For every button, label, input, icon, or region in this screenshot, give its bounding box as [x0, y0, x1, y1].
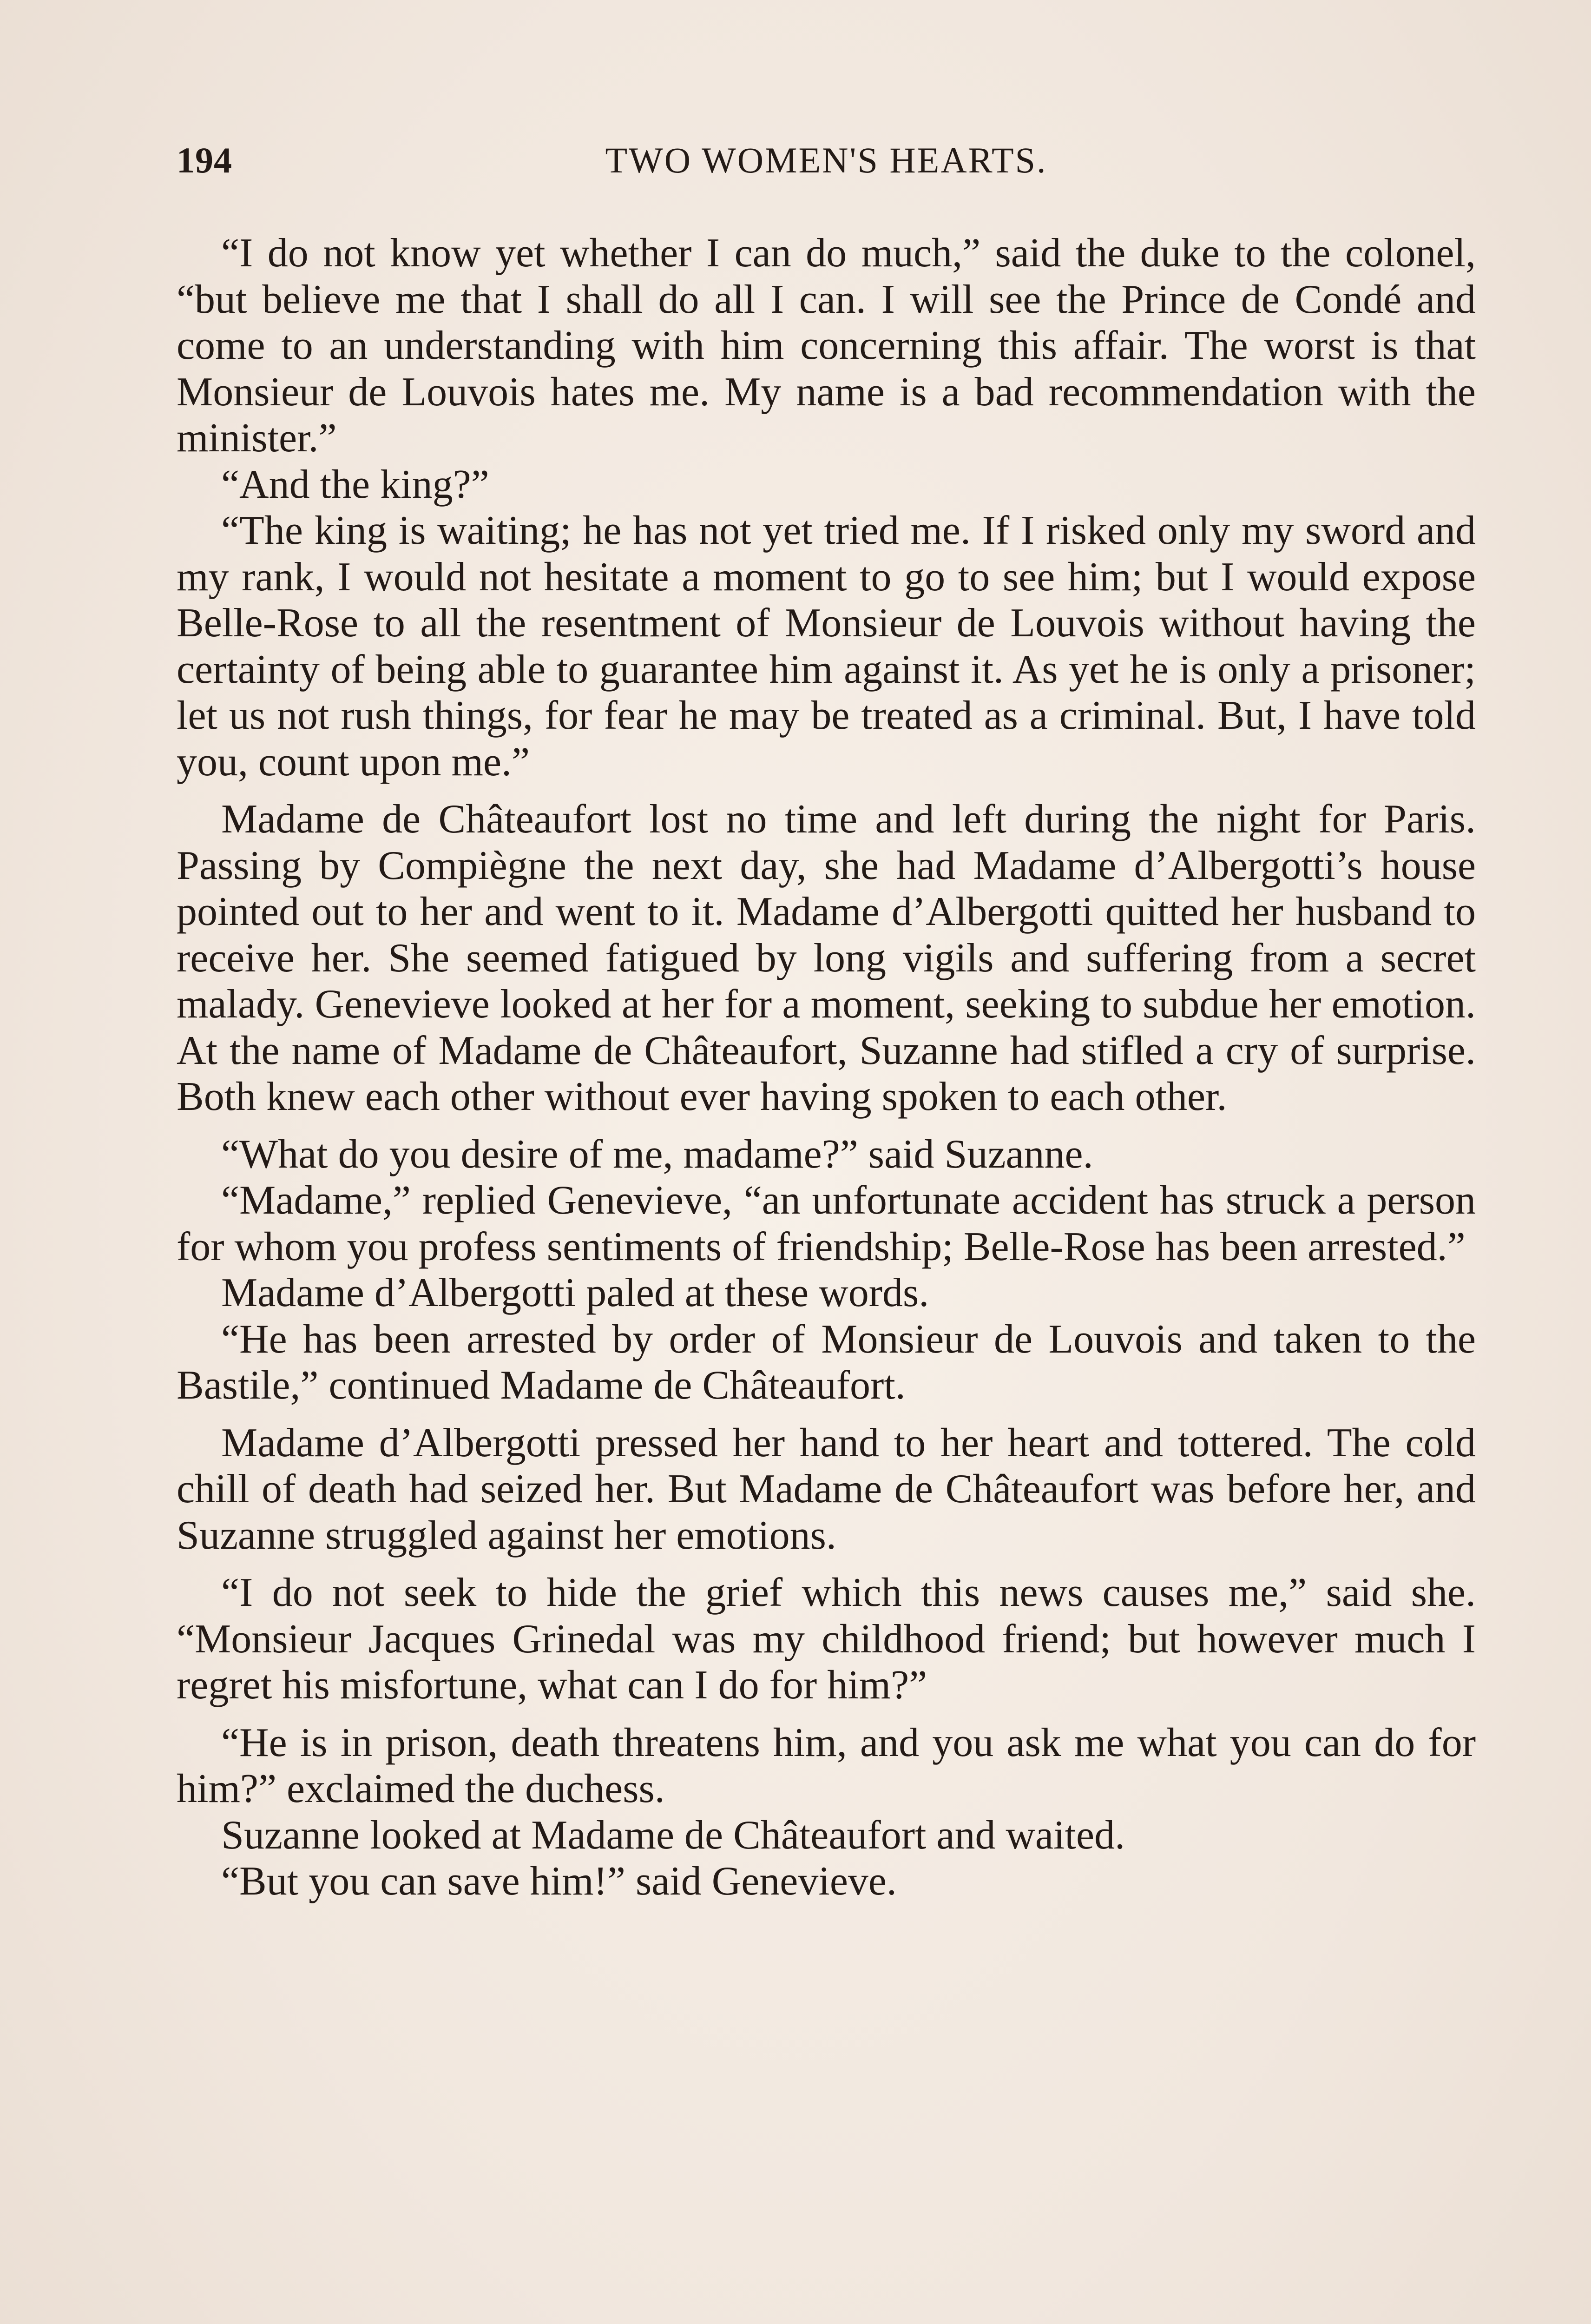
page-number: 194	[177, 140, 232, 180]
paragraph: Madame de Châteaufort lost no time and left during the night for Paris. Passing by Compiègne the next day, she had Madame d’Albergotti’s house pointed out to her and went to it. Madame d’Albergotti quitted her husband to receive her. She seemed fatigued by long vigils and suffering from a secret malady. Genevieve looked at her for a moment, seeking to subdue her emotion. At the name of Madame de Châteaufort, Suzanne had stifled a cry of surprise. Both knew each other without ever having spoken to each other.	[177, 797, 1476, 1119]
running-head: TWO WOMEN'S HEARTS.	[605, 140, 1047, 180]
paragraph: “He has been arrested by order of Monsieur de Louvois and taken to the Bastile,” continued Madame de Châteaufort.	[177, 1316, 1476, 1408]
paragraph: “He is in prison, death threatens him, and you ask me what you can do for him?” exclaimed the duchess.	[177, 1720, 1476, 1811]
body-text	[177, 230, 1476, 1905]
paragraph: “Madame,” replied Genevieve, “an unfortunate accident has struck a person for whom you profess sentiments of friendship; Belle-Rose has been arrested.”	[177, 1178, 1476, 1269]
paragraph: “What do you desire of me, madame?” said Suzanne.	[221, 1131, 1093, 1177]
paragraph: “I do not seek to hide the grief which this news causes me,” said she. “Monsieur Jacques Grinedal was my childhood friend; but however much I regret his misfortune, what can I do for him?”	[177, 1570, 1476, 1708]
paragraph: “But you can save him!” said Genevieve.	[221, 1859, 897, 1904]
page-header	[177, 139, 1476, 191]
paragraph: “The king is waiting; he has not yet tried me. If I risked only my sword and my rank, I would not hesitate a moment to go to see him; but I would expose Belle-Rose to all the resentment of Monsieur de Louvois without having the certainty of being able to guarantee him against it. As yet he is only a prisoner; let us not rush things, for fear he may be treated as a criminal. But, I have told you, count upon me.”	[177, 508, 1476, 785]
paragraph: “And the king?”	[221, 462, 489, 507]
paragraph: “I do not know yet whether I can do much,” said the duke to the colonel, “but believe me that I shall do all I can. I will see the Prince de Condé and come to an understanding with him concerning this affair. The worst is that Monsieur de Louvois hates me. My name is a bad recommendation with the minister.”	[177, 231, 1476, 461]
paragraph: Madame d’Albergotti pressed her hand to her heart and tottered. The cold chill of death had seized her. But Madame de Châteaufort was before her, and Suzanne struggled against her emotions.	[177, 1420, 1476, 1558]
paragraph: Suzanne looked at Madame de Châteaufort and waited.	[221, 1812, 1125, 1858]
paragraph: Madame d’Albergotti paled at these words.	[221, 1270, 929, 1315]
